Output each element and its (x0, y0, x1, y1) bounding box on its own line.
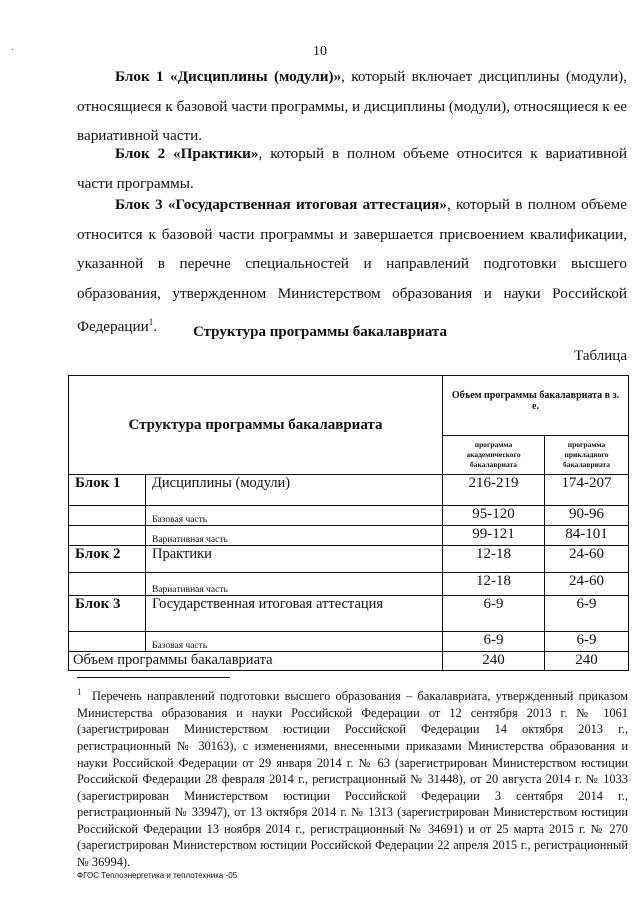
total-academic: 240 (443, 652, 545, 671)
paragraph-block-3 (77, 190, 627, 342)
block-1-text: , который включает дисциплины (модули), относящиеся к базовой части программы, и дисциплины (модули), относящиеся к ее вариативной части. (77, 68, 627, 144)
table-label: Таблица (574, 348, 627, 364)
applied-value: 24-60 (545, 573, 629, 596)
academic-value: 99-121 (443, 526, 545, 546)
table-row (69, 596, 629, 632)
applied-value: 6-9 (545, 596, 629, 632)
block-cell: Блок 2 (69, 546, 146, 573)
block-1-title: Блок 1 «Дисциплины (модули)» (115, 68, 342, 85)
table-row (69, 573, 629, 596)
table-title: Структура программы бакалавриата (193, 324, 447, 340)
applied-value: 6-9 (545, 632, 629, 652)
academic-value: 12-18 (443, 573, 545, 596)
academic-value: 12-18 (443, 546, 545, 573)
row-name: Базовая часть (146, 506, 443, 526)
row-name: Вариативная часть (146, 573, 443, 596)
block-cell-empty (69, 573, 146, 596)
block-cell-empty (69, 506, 146, 526)
structure-table (68, 375, 629, 671)
header-applied: программа прикладного бакалавриата (545, 436, 629, 475)
block-3-text: , который в полном объеме относится к базовой части программы и завершается присвоением квалификации, указанной в перечне специальностей и направлений подготовки высшего образования, утвержденном Министерством образования и науки Российской Федерации (77, 196, 627, 336)
row-name: Практики (146, 546, 443, 573)
block-cell-empty (69, 632, 146, 652)
applied-value: 24-60 (545, 546, 629, 573)
table-row (69, 632, 629, 652)
block-2-title: Блок 2 «Практики» (115, 145, 259, 162)
row-name: Дисциплины (модули) (146, 475, 443, 506)
block-cell-empty (69, 526, 146, 546)
academic-value: 6-9 (443, 596, 545, 632)
academic-value: 216-219 (443, 475, 545, 506)
block-3-title: Блок 3 «Государственная итоговая аттестация» (115, 196, 447, 213)
page-footer: ФГОС Теплоэнергетика и теплотехника -05 (77, 871, 238, 880)
footnote-marker: 1 (77, 687, 82, 697)
table-row (69, 506, 629, 526)
academic-value: 6-9 (443, 632, 545, 652)
header-academic: программа академического бакалавриата (443, 436, 545, 475)
footnote-ref[interactable]: 1 (148, 317, 154, 327)
paragraph-block-1 (77, 62, 627, 151)
row-name: Вариативная часть (146, 526, 443, 546)
row-name: Базовая часть (146, 632, 443, 652)
total-label: Объем программы бакалавриата (69, 652, 443, 671)
page-number: 10 (313, 44, 327, 59)
applied-value: 84-101 (545, 526, 629, 546)
row-name: Государственная итоговая аттестация (146, 596, 443, 632)
applied-value: 90-96 (545, 506, 629, 526)
academic-value: 95-120 (443, 506, 545, 526)
header-volume: Объем программы бакалавриата в з. е. (443, 376, 629, 436)
table-total-row (69, 652, 629, 671)
footnote-divider (77, 677, 230, 678)
margin-mark: · (11, 45, 15, 56)
footnote-text: Перечень направлений подготовки высшего образования – бакалавриата, утвержденный приказом Министерства образования и науки Российской Федерации от 12 сентября 2013 г. № 1061 (зарегистрирован Министерством юстиции Российской Федерации 14 октября 2013 г., регистрационный № 30163), с изменениями, внесенными приказами Министерства образования и науки Российской Федерации от 29 января 2014 г. № 63 (зарегистрирован Министерством юстиции Российской Федерации 28 февраля 2014 г., регистрационный № 31448), от 20 августа 2014 г. № 1033 (зарегистрирован Министерством юстиции Российской Федерации 3 сентября 2014 г., регистрационный № 33947), от 13 октября 2014 г. № 1313 (зарегистрирован Министерством юстиции Российской Федерации 13 ноября 2014 г., регистрационный № 34691) и от 25 марта 2015 г. № 270 (зарегистрирован Министерством юстиции Российской Федерации 22 апреля 2015 г., регистрационный № 36994). (77, 689, 628, 870)
block-2-text: , который в полном объеме относится к вариативной части программы. (77, 145, 627, 192)
table-row (69, 546, 629, 573)
footnote (77, 684, 628, 871)
total-applied: 240 (545, 652, 629, 671)
table-row (69, 475, 629, 506)
header-structure: Структура программы бакалавриата (69, 376, 443, 475)
block-3-end: . (153, 318, 158, 336)
block-cell: Блок 1 (69, 475, 146, 506)
block-cell: Блок 3 (69, 596, 146, 632)
table-row (69, 526, 629, 546)
applied-value: 174-207 (545, 475, 629, 506)
